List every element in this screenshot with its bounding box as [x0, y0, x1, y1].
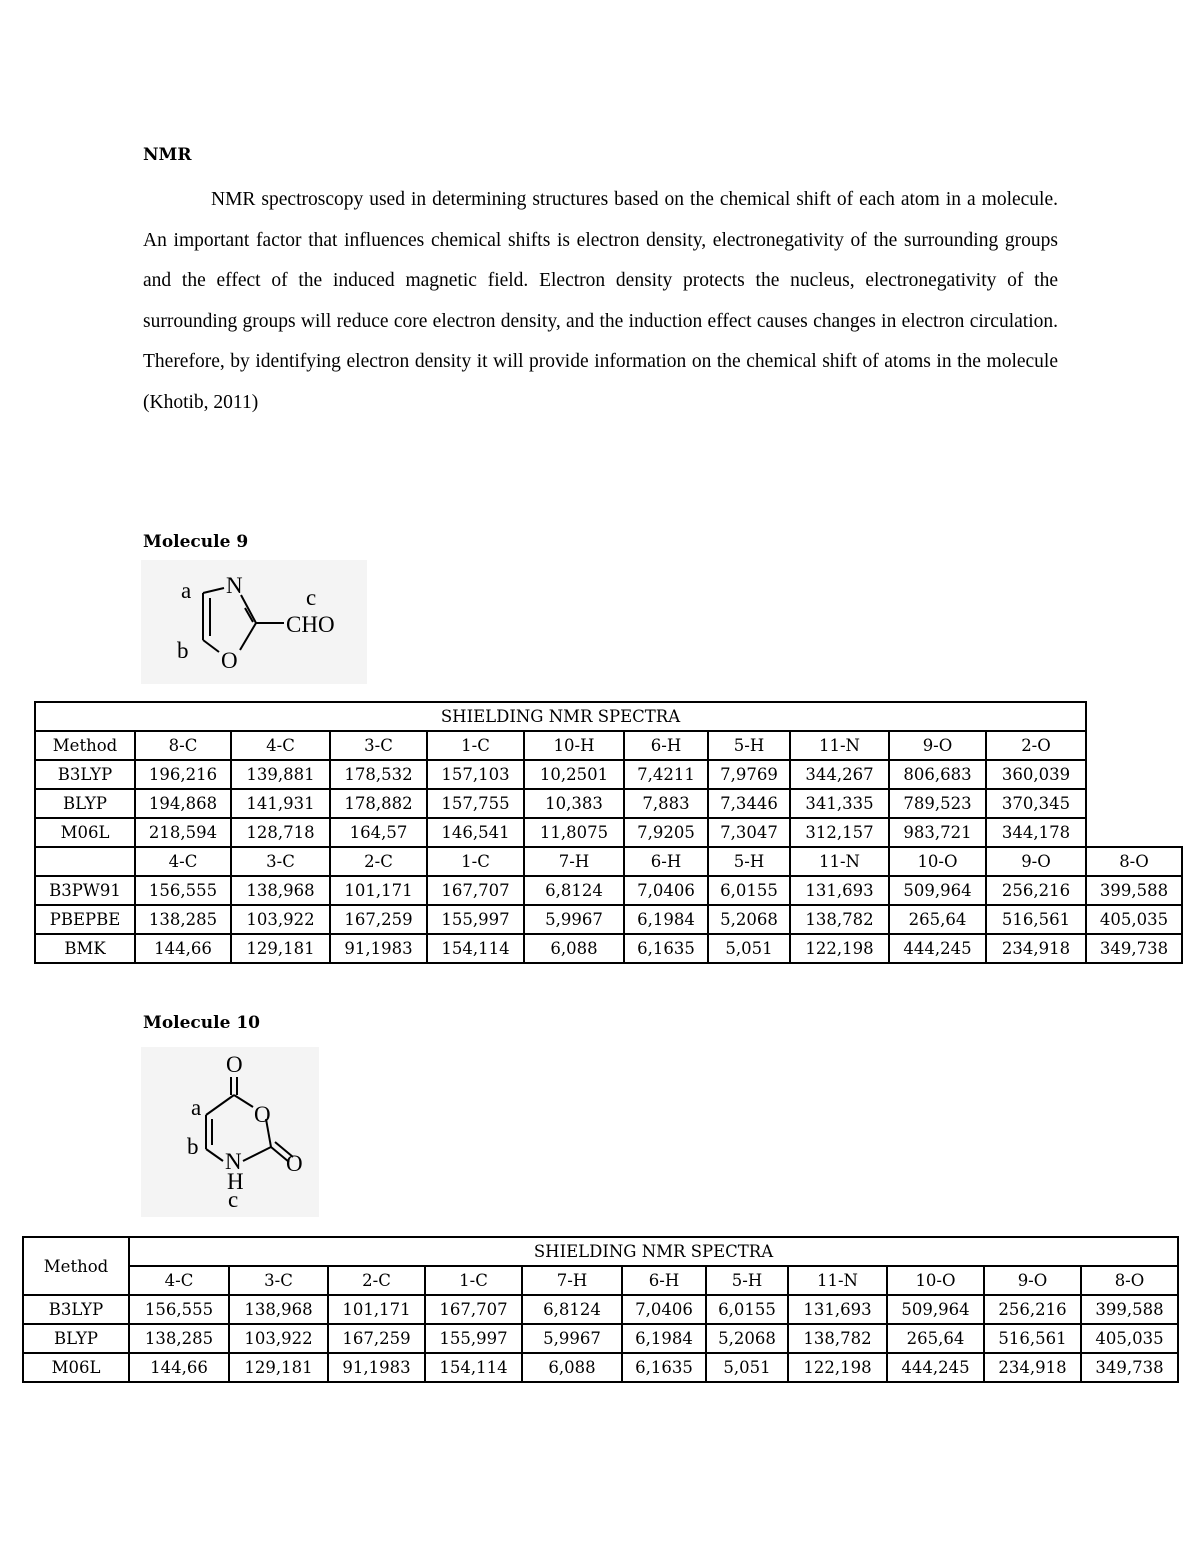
table-cell: 6,1984	[622, 1324, 706, 1353]
table-row	[35, 789, 1182, 818]
table-cell: 138,285	[129, 1324, 229, 1353]
table-cell: 806,683	[889, 760, 986, 789]
table-cell: 129,181	[229, 1353, 328, 1382]
column-header: 4-C	[231, 731, 330, 760]
table-header-row	[35, 731, 1182, 760]
table-cell: 5,051	[706, 1353, 788, 1382]
table-cell: 167,707	[427, 876, 524, 905]
table-cell: 349,738	[1081, 1353, 1178, 1382]
table-cell: 122,198	[790, 934, 889, 963]
table-cell: 7,3047	[708, 818, 790, 847]
table-cell: 129,181	[231, 934, 330, 963]
table-cell: 789,523	[889, 789, 986, 818]
molecule9-structure	[141, 560, 367, 684]
label-o-ring: O	[254, 1102, 271, 1127]
table-cell: 349,738	[1086, 934, 1182, 963]
empty-cell	[1086, 760, 1182, 789]
column-header: 1-C	[427, 731, 524, 760]
table-cell: 138,968	[229, 1295, 328, 1324]
molecule9-structure-drawing	[141, 560, 367, 684]
table-cell: 360,039	[986, 760, 1086, 789]
column-header: 7-H	[524, 847, 624, 876]
table-cell: 516,561	[986, 905, 1086, 934]
table-cell: 7,883	[624, 789, 708, 818]
table-cell: 344,178	[986, 818, 1086, 847]
table-cell: 7,4211	[624, 760, 708, 789]
row-method: M06L	[35, 818, 135, 847]
molecule9-table	[34, 701, 1183, 964]
table-cell: 167,707	[425, 1295, 522, 1324]
header-method: Method	[35, 731, 135, 760]
table-cell: 7,0406	[624, 876, 708, 905]
table-cell: 256,216	[986, 876, 1086, 905]
table-cell: 178,882	[330, 789, 427, 818]
table-cell: 6,1635	[622, 1353, 706, 1382]
table-cell: 131,693	[788, 1295, 887, 1324]
table-cell: 194,868	[135, 789, 231, 818]
table-cell: 122,198	[788, 1353, 887, 1382]
table-cell: 218,594	[135, 818, 231, 847]
molecule10-table	[22, 1236, 1179, 1383]
empty-cell	[1086, 702, 1182, 731]
table-cell: 103,922	[229, 1324, 328, 1353]
table-cell: 265,64	[889, 905, 986, 934]
table-cell: 5,9967	[522, 1324, 622, 1353]
table-cell: 155,997	[427, 905, 524, 934]
table-cell: 509,964	[887, 1295, 984, 1324]
column-header: 1-C	[425, 1266, 522, 1295]
table-cell: 405,035	[1081, 1324, 1178, 1353]
column-header: 8-O	[1086, 847, 1182, 876]
column-header: 5-H	[708, 731, 790, 760]
empty-cell	[1086, 818, 1182, 847]
label-n: N	[226, 573, 243, 598]
table-row	[35, 905, 1182, 934]
label-o-right: O	[286, 1151, 303, 1176]
molecule10-structure	[141, 1047, 319, 1217]
column-header: 8-O	[1081, 1266, 1178, 1295]
empty-cell	[1086, 731, 1182, 760]
table-cell: 6,8124	[522, 1295, 622, 1324]
column-header: 6-H	[624, 847, 708, 876]
table-cell: 256,216	[984, 1295, 1081, 1324]
row-method: B3LYP	[35, 760, 135, 789]
label-c: c	[228, 1187, 239, 1212]
row-method: M06L	[23, 1353, 129, 1382]
column-header: 6-H	[622, 1266, 706, 1295]
table-cell: 167,259	[328, 1324, 425, 1353]
table-cell: 196,216	[135, 760, 231, 789]
label-b: b	[187, 1134, 199, 1159]
column-header: 9-O	[986, 847, 1086, 876]
column-header: 11-N	[790, 847, 889, 876]
row-method: B3LYP	[23, 1295, 129, 1324]
column-header: 10-O	[889, 847, 986, 876]
table-cell: 444,245	[889, 934, 986, 963]
label-o-top: O	[226, 1052, 243, 1077]
table-cell: 5,2068	[706, 1324, 788, 1353]
table-row	[23, 1324, 1178, 1353]
table-cell: 138,285	[135, 905, 231, 934]
table-cell: 138,782	[788, 1324, 887, 1353]
table-cell: 164,57	[330, 818, 427, 847]
table-cell: 10,2501	[524, 760, 624, 789]
table-cell: 138,968	[231, 876, 330, 905]
label-c: c	[306, 585, 317, 610]
table-cell: 156,555	[135, 876, 231, 905]
column-header: 4-C	[135, 847, 231, 876]
column-header: 3-C	[330, 731, 427, 760]
table-row	[35, 760, 1182, 789]
row-method: B3PW91	[35, 876, 135, 905]
table-cell: 6,088	[524, 934, 624, 963]
table-cell: 5,9967	[524, 905, 624, 934]
row-method: BLYP	[23, 1324, 129, 1353]
label-h: H	[227, 1169, 244, 1194]
table-cell: 5,051	[708, 934, 790, 963]
table-row	[23, 1295, 1178, 1324]
table-cell: 6,088	[522, 1353, 622, 1382]
table-cell: 91,1983	[330, 934, 427, 963]
column-header: 10-H	[524, 731, 624, 760]
table-cell: 157,103	[427, 760, 524, 789]
table-cell: 405,035	[1086, 905, 1182, 934]
table-cell: 370,345	[986, 789, 1086, 818]
table-cell: 234,918	[984, 1353, 1081, 1382]
table-caption: SHIELDING NMR SPECTRA	[35, 702, 1086, 731]
table-cell: 344,267	[790, 760, 889, 789]
label-n: N	[225, 1149, 242, 1174]
table-cell: 341,335	[790, 789, 889, 818]
table-cell: 7,9205	[624, 818, 708, 847]
table-cell: 7,3446	[708, 789, 790, 818]
column-header: 7-H	[522, 1266, 622, 1295]
row-method: PBEPBE	[35, 905, 135, 934]
header-blank	[35, 847, 135, 876]
label-b: b	[177, 638, 189, 663]
table-cell: 167,259	[330, 905, 427, 934]
table-cell: 146,541	[427, 818, 524, 847]
row-method: BLYP	[35, 789, 135, 818]
label-a: a	[191, 1095, 202, 1120]
table-cell: 139,881	[231, 760, 330, 789]
table-cell: 178,532	[330, 760, 427, 789]
table-cell: 7,9769	[708, 760, 790, 789]
table-cell: 11,8075	[524, 818, 624, 847]
column-header: 1-C	[427, 847, 524, 876]
table-row	[35, 876, 1182, 905]
table-cell: 101,171	[328, 1295, 425, 1324]
table-cell: 138,782	[790, 905, 889, 934]
table-cell: 509,964	[889, 876, 986, 905]
column-header: 8-C	[135, 731, 231, 760]
column-header: 9-O	[889, 731, 986, 760]
table-cell: 234,918	[986, 934, 1086, 963]
table-cell: 312,157	[790, 818, 889, 847]
molecule10-title: Molecule 10	[143, 1013, 260, 1033]
table-cell: 103,922	[231, 905, 330, 934]
column-header: 4-C	[129, 1266, 229, 1295]
column-header: 5-H	[708, 847, 790, 876]
table-cell: 154,114	[427, 934, 524, 963]
table-cell: 399,588	[1086, 876, 1182, 905]
table-cell: 265,64	[887, 1324, 984, 1353]
table-cell: 101,171	[330, 876, 427, 905]
table-cell: 6,0155	[708, 876, 790, 905]
table-cell: 6,0155	[706, 1295, 788, 1324]
column-header: 3-C	[231, 847, 330, 876]
header-method: Method	[23, 1237, 129, 1295]
column-header: 11-N	[790, 731, 889, 760]
table-cell: 6,1635	[624, 934, 708, 963]
column-header: 5-H	[706, 1266, 788, 1295]
row-method: BMK	[35, 934, 135, 963]
table-row	[23, 1353, 1178, 1382]
table-cell: 6,8124	[524, 876, 624, 905]
table-cell: 144,66	[135, 934, 231, 963]
table-cell: 516,561	[984, 1324, 1081, 1353]
label-cho: CHO	[286, 612, 335, 637]
column-header: 2-C	[328, 1266, 425, 1295]
table-cell: 128,718	[231, 818, 330, 847]
table-cell: 7,0406	[622, 1295, 706, 1324]
table-caption-row	[35, 702, 1182, 731]
section-title: NMR	[143, 145, 192, 165]
column-header: 2-C	[330, 847, 427, 876]
table-cell: 141,931	[231, 789, 330, 818]
table-header-row-2	[35, 847, 1182, 876]
molecule10-structure-drawing	[141, 1047, 319, 1217]
table-cell: 157,755	[427, 789, 524, 818]
table-cell: 155,997	[425, 1324, 522, 1353]
table-caption-row	[23, 1237, 1178, 1266]
table-caption: SHIELDING NMR SPECTRA	[129, 1237, 1178, 1266]
table-row	[35, 934, 1182, 963]
table-row	[35, 818, 1182, 847]
column-header: 11-N	[788, 1266, 887, 1295]
column-header: 10-O	[887, 1266, 984, 1295]
table-cell: 6,1984	[624, 905, 708, 934]
empty-cell	[1086, 789, 1182, 818]
table-cell: 156,555	[129, 1295, 229, 1324]
label-a: a	[181, 578, 192, 603]
table-cell: 399,588	[1081, 1295, 1178, 1324]
intro-paragraph: NMR spectroscopy used in determining structures based on the chemical shift of each atom in a molecule. An important factor that influences chemical shifts is electron density, electronegativity of the surrounding groups and the effect of the induced magnetic field. Electron density protects the nucleus, electronegativity of the surrounding groups will reduce core electron density, and the induction effect causes changes in electron circulation. Therefore, by identifying electron density it will provide information on the chemical shift of atoms in the molecule (Khotib, 2011)	[143, 189, 1058, 413]
table-cell: 131,693	[790, 876, 889, 905]
column-header: 6-H	[624, 731, 708, 760]
molecule9-title: Molecule 9	[143, 532, 249, 552]
table-cell: 91,1983	[328, 1353, 425, 1382]
column-header: 3-C	[229, 1266, 328, 1295]
table-cell: 983,721	[889, 818, 986, 847]
column-header: 9-O	[984, 1266, 1081, 1295]
table-cell: 10,383	[524, 789, 624, 818]
table-header-row	[23, 1266, 1178, 1295]
table-cell: 5,2068	[708, 905, 790, 934]
column-header: 2-O	[986, 731, 1086, 760]
label-o: O	[221, 648, 238, 673]
table-cell: 144,66	[129, 1353, 229, 1382]
table-cell: 154,114	[425, 1353, 522, 1382]
table-cell: 444,245	[887, 1353, 984, 1382]
